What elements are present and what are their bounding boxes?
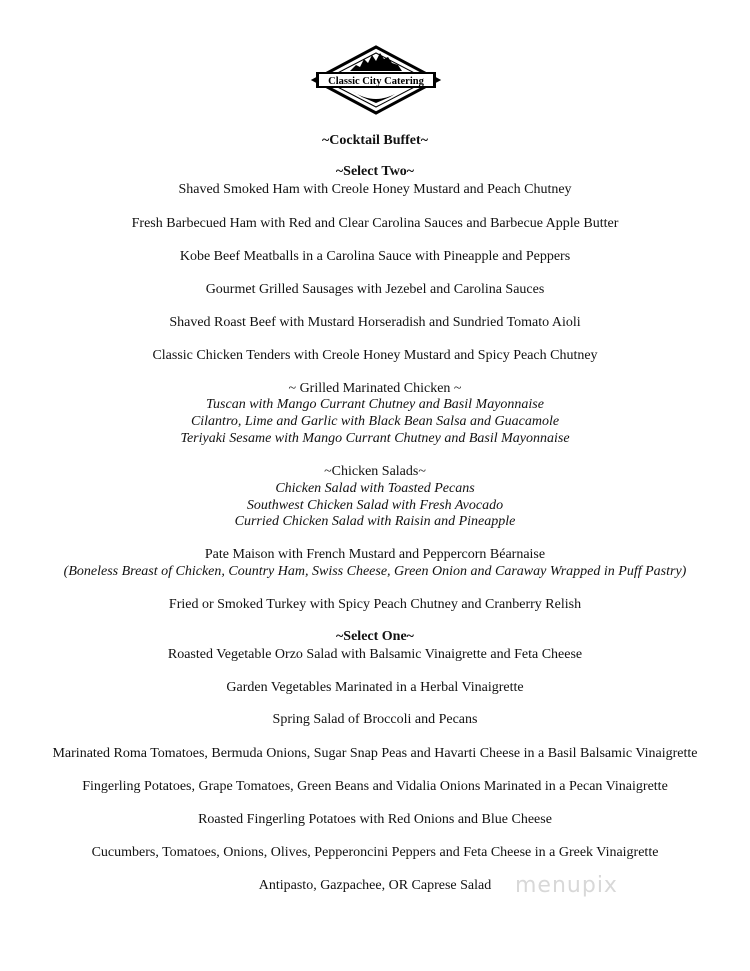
salad-item: Cucumbers, Tomatoes, Onions, Olives, Pepperoncini Peppers and Feta Cheese in a Greek Vinaigrette — [91, 845, 659, 860]
salad-item: Spring Salad of Broccoli and Pecans — [272, 712, 478, 727]
menu-item: Shaved Smoked Ham with Creole Honey Mustard and Peach Chutney — [178, 182, 572, 197]
salad-item: Marinated Roma Tomatoes, Bermuda Onions, Sugar Snap Peas and Havarti Cheese in a Basil Balsamic Vinaigrette — [52, 746, 698, 761]
grilled-chicken-option: Tuscan with Mango Currant Chutney and Basil Mayonnaise — [206, 397, 544, 412]
pate-note: (Boneless Breast of Chicken, Country Ham, Swiss Cheese, Green Onion and Caraway Wrapped in Puff Pastry) — [63, 564, 687, 579]
salad-item: Garden Vegetables Marinated in a Herbal Vinaigrette — [226, 680, 524, 695]
menu-item: Kobe Beef Meatballs in a Carolina Sauce with Pineapple and Peppers — [179, 249, 571, 264]
select-one-heading: ~Select One~ — [336, 629, 414, 644]
menu-item: Classic Chicken Tenders with Creole Honey Mustard and Spicy Peach Chutney — [152, 348, 598, 363]
select-two-heading: ~Select Two~ — [335, 164, 415, 179]
turkey-item: Fried or Smoked Turkey with Spicy Peach Chutney and Cranberry Relish — [168, 597, 582, 612]
salad-item: Fingerling Potatoes, Grape Tomatoes, Green Beans and Vidalia Onions Marinated in a Pecan Vinaigrette — [82, 779, 668, 794]
grilled-chicken-option: Cilantro, Lime and Garlic with Black Bean Salsa and Guacamole — [190, 414, 560, 429]
menu-title: ~Cocktail Buffet~ — [322, 133, 428, 148]
pate-item: Pate Maison with French Mustard and Peppercorn Béarnaise — [204, 547, 546, 562]
menu-item: Fresh Barbecued Ham with Red and Clear Carolina Sauces and Barbecue Apple Butter — [131, 216, 619, 231]
chicken-salads-heading: ~Chicken Salads~ — [324, 464, 426, 479]
chicken-salad-option: Curried Chicken Salad with Raisin and Pineapple — [234, 514, 516, 529]
chicken-salad-option: Southwest Chicken Salad with Fresh Avocado — [246, 498, 504, 513]
grilled-chicken-heading: ~ Grilled Marinated Chicken ~ — [288, 381, 462, 396]
grilled-chicken-option: Teriyaki Sesame with Mango Currant Chutney and Basil Mayonnaise — [180, 431, 570, 446]
svg-text:Classic City Catering: Classic City Catering — [328, 76, 424, 87]
menu-item: Shaved Roast Beef with Mustard Horseradish and Sundried Tomato Aioli — [169, 315, 581, 330]
classic-city-catering-logo — [310, 45, 442, 115]
salad-item: Roasted Fingerling Potatoes with Red Onions and Blue Cheese — [198, 812, 552, 827]
chicken-salad-option: Chicken Salad with Toasted Pecans — [275, 481, 475, 496]
menu-item: Gourmet Grilled Sausages with Jezebel and Carolina Sauces — [205, 282, 545, 297]
salad-item: Antipasto, Gazpachee, OR Caprese Salad — [258, 878, 492, 893]
salad-item: Roasted Vegetable Orzo Salad with Balsamic Vinaigrette and Feta Cheese — [167, 647, 583, 662]
watermark: menupix — [515, 873, 618, 898]
